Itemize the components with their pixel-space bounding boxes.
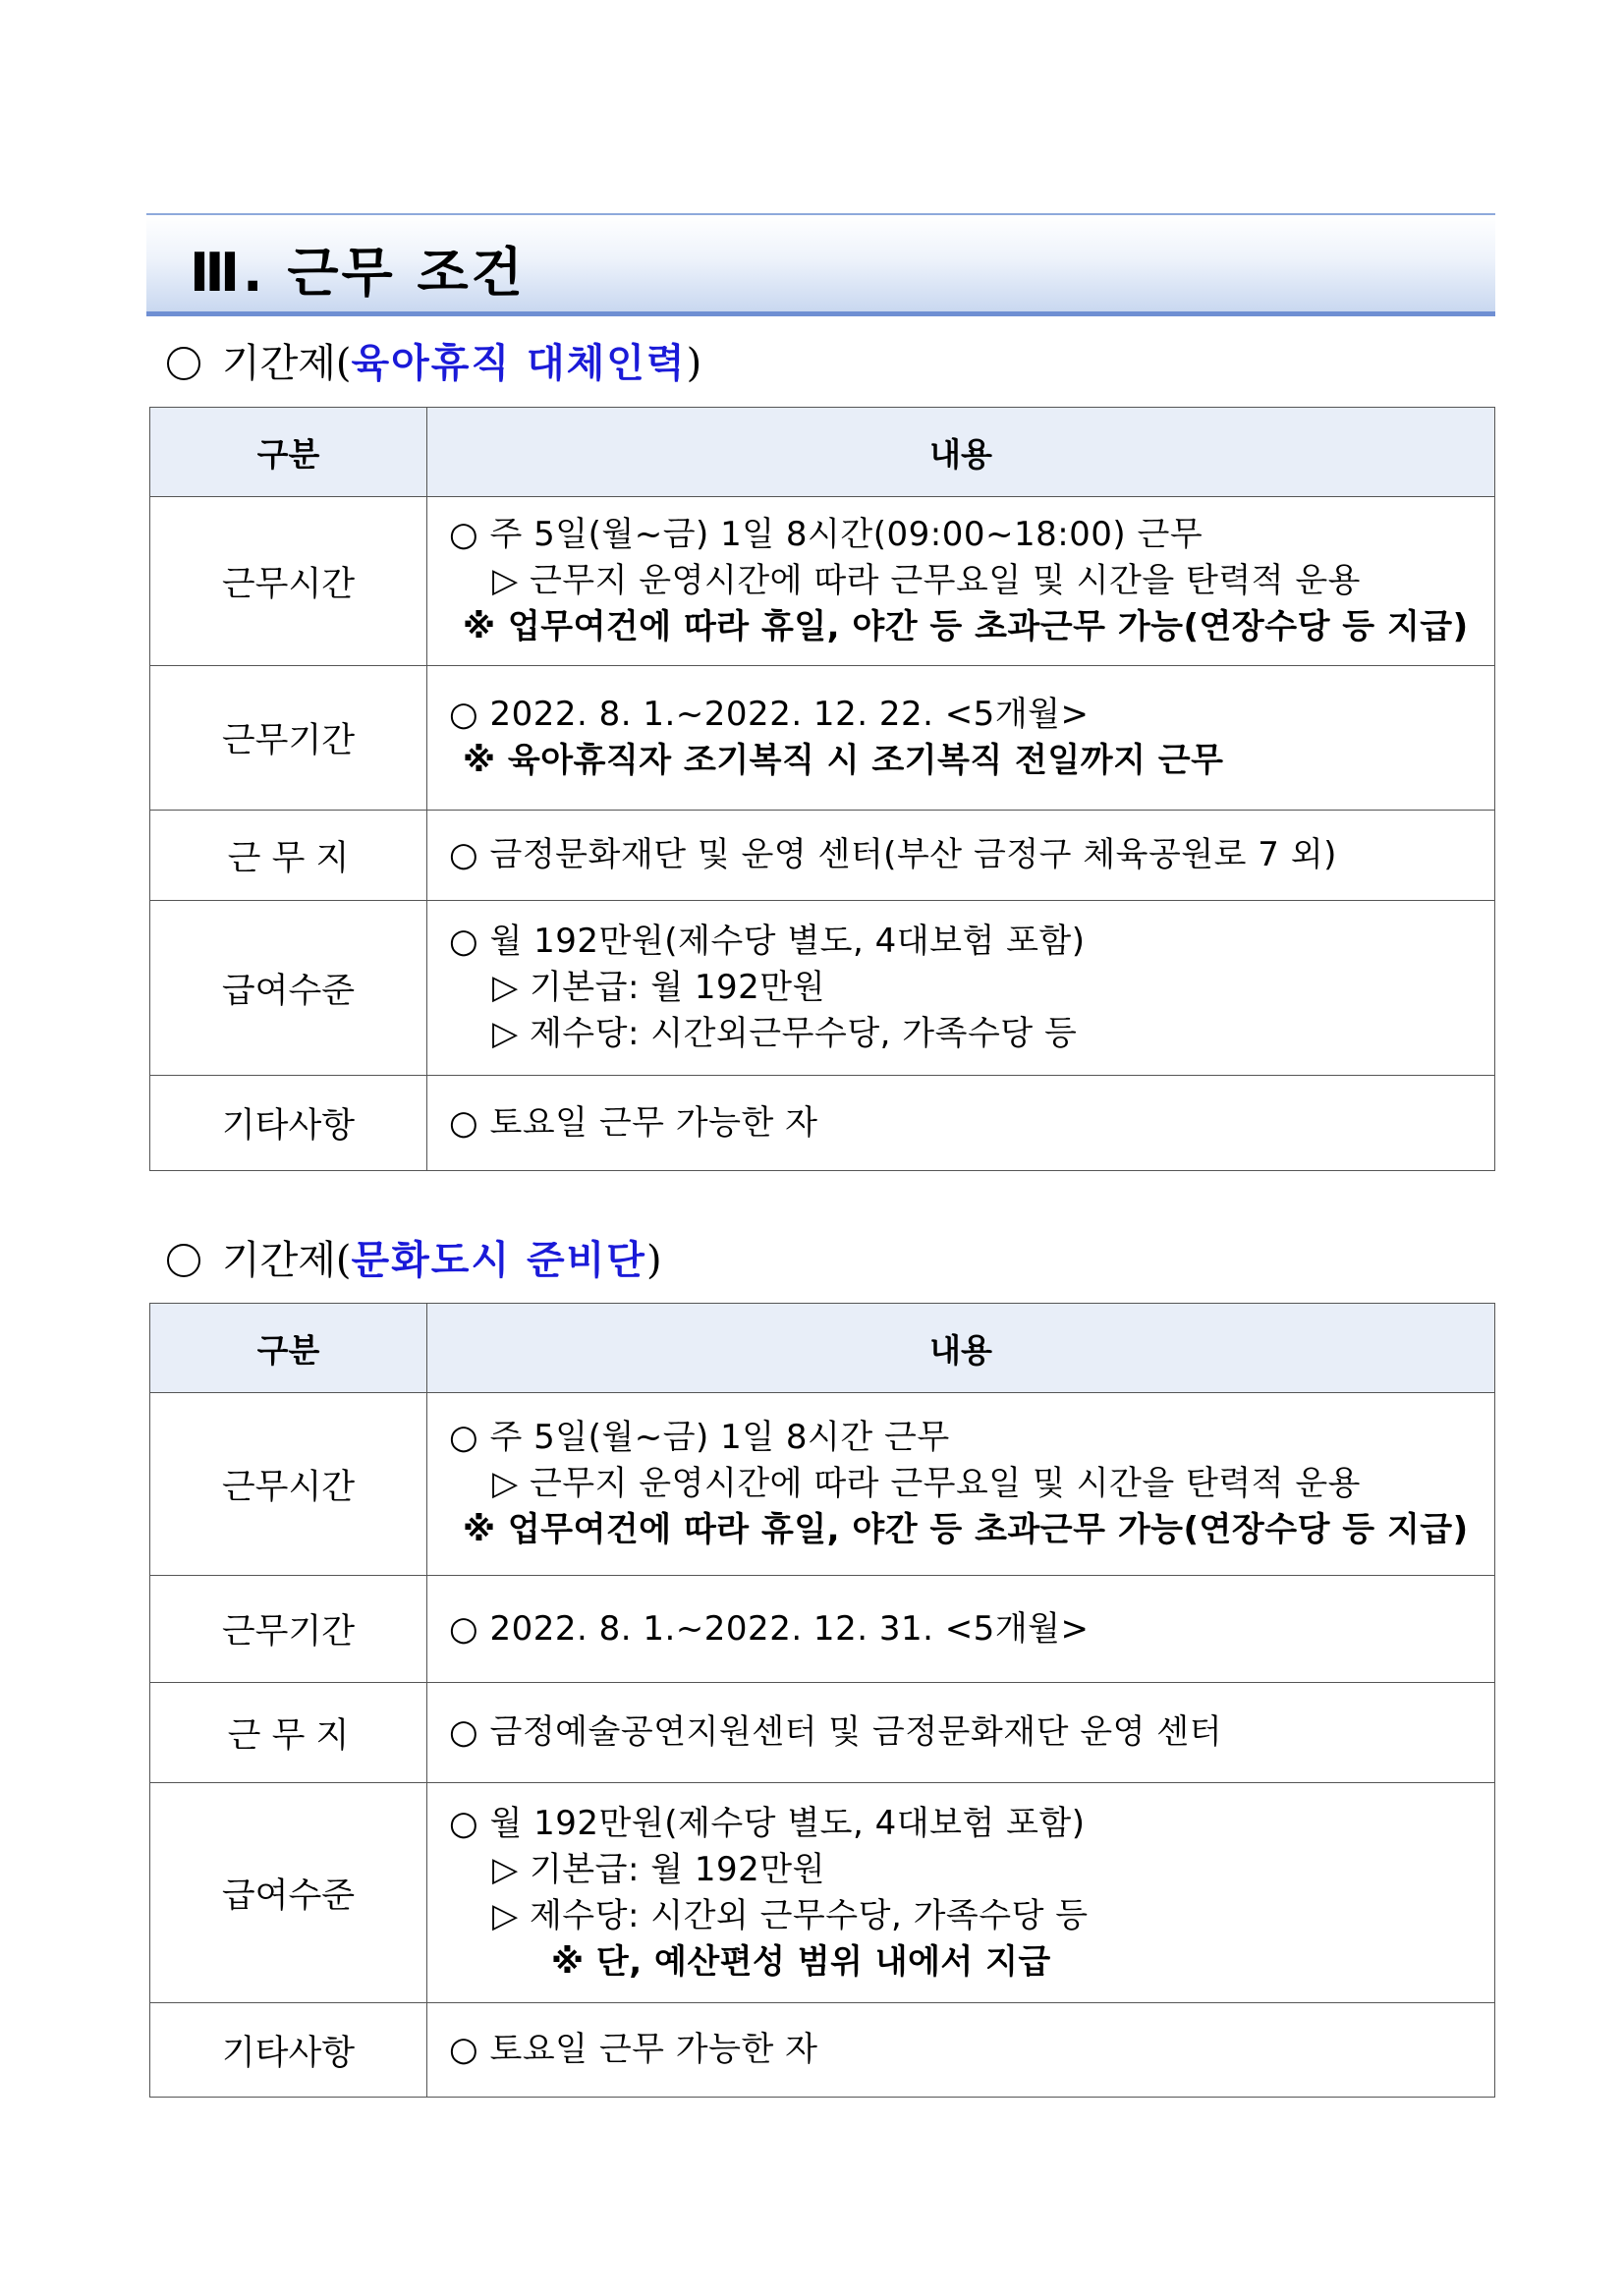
row-content: ○ 월 192만원(제수당 별도, 4대보험 포함) ▷ 기본급: 월 192만원 ▷ 제수당: 시간외 근무수당, 가족수당 등 ※ 단, 예산편성 범위 내에서 지급: [427, 1783, 1495, 2003]
row-label: 근무시간: [150, 497, 427, 666]
row-label: 근 무 지: [150, 811, 427, 901]
row-label: 급여수준: [150, 901, 427, 1076]
table-row: [150, 1076, 1495, 1171]
row-content: ○ 주 5일(월~금) 1일 8시간 근무 ▷ 근무지 운영시간에 따라 근무요일 및 시간을 탄력적 운용 ※ 업무여건에 따라 휴일, 야간 등 초과근무 가능(연장수당 등 지급): [427, 1393, 1495, 1576]
row-content: ○ 주 5일(월~금) 1일 8시간(09:00~18:00) 근무 ▷ 근무지 운영시간에 따라 근무요일 및 시간을 탄력적 운용 ※ 업무여건에 따라 휴일, 야간 등 초과근무 가능(연장수당 등 지급): [427, 497, 1495, 666]
header-category: 구분: [150, 1304, 427, 1393]
circle-bullet-icon: [167, 347, 200, 380]
table-row: [150, 2003, 1495, 2098]
circle-bullet-icon: [167, 1244, 200, 1277]
table-row: [150, 1683, 1495, 1783]
table-row: [150, 1576, 1495, 1683]
row-label: 근무기간: [150, 1576, 427, 1683]
row-content: ○ 2022. 8. 1.~2022. 12. 31. <5개월>: [427, 1576, 1495, 1683]
subsection-highlight: 문화도시 준비단: [351, 1238, 646, 1283]
row-content: ○ 금정예술공연지원센터 및 금정문화재단 운영 센터: [427, 1683, 1495, 1783]
subsection-highlight: 육아휴직 대체인력: [351, 341, 687, 386]
table-header-row: [150, 408, 1495, 497]
row-content: ○ 토요일 근무 가능한 자: [427, 2003, 1495, 2098]
subsection-heading-2: 기간제(문화도시 준비단): [167, 1229, 662, 1285]
table-header-row: [150, 1304, 1495, 1393]
table-row: [150, 811, 1495, 901]
header-content: 내용: [427, 408, 1495, 497]
table-row: [150, 1783, 1495, 2003]
section-title: Ⅲ. 근무 조건: [190, 242, 526, 304]
row-content: ○ 금정문화재단 및 운영 센터(부산 금정구 체육공원로 7 외): [427, 811, 1495, 901]
table-row: [150, 901, 1495, 1076]
row-content: ○ 월 192만원(제수당 별도, 4대보험 포함) ▷ 기본급: 월 192만원 ▷ 제수당: 시간외근무수당, 가족수당 등: [427, 901, 1495, 1076]
table-row: [150, 666, 1495, 811]
header-content: 내용: [427, 1304, 1495, 1393]
section-title-bar: [146, 213, 1495, 316]
row-label: 근무시간: [150, 1393, 427, 1576]
row-label: 기타사항: [150, 2003, 427, 2098]
table-row: [150, 497, 1495, 666]
row-content: ○ 토요일 근무 가능한 자: [427, 1076, 1495, 1171]
row-label: 근 무 지: [150, 1683, 427, 1783]
row-content: ○ 2022. 8. 1.~2022. 12. 22. <5개월> ※ 육아휴직자 조기복직 시 조기복직 전일까지 근무: [427, 666, 1495, 811]
header-category: 구분: [150, 408, 427, 497]
conditions-table-2: [149, 1303, 1495, 2098]
subsection-heading-1: 기간제(육아휴직 대체인력): [167, 332, 701, 388]
row-label: 급여수준: [150, 1783, 427, 2003]
row-label: 근무기간: [150, 666, 427, 811]
table-row: [150, 1393, 1495, 1576]
row-label: 기타사항: [150, 1076, 427, 1171]
conditions-table-1: [149, 407, 1495, 1171]
